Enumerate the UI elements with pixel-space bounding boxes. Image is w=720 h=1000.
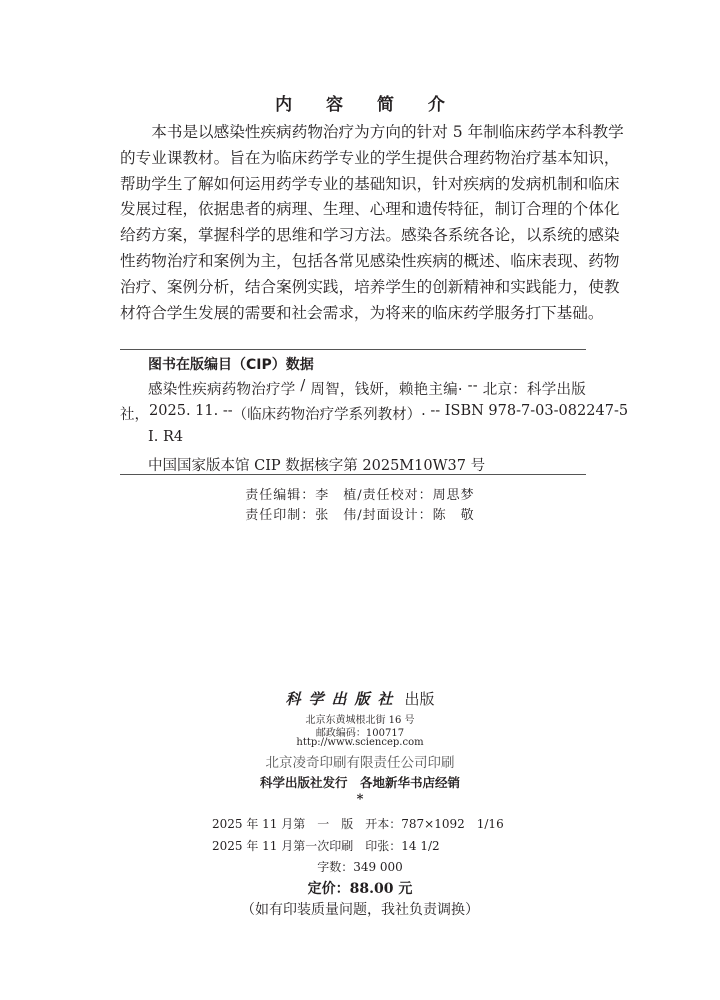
printer-info: 北京凌奇印刷有限责任公司印刷 (265, 755, 455, 771)
intro-paragraph (120, 120, 624, 326)
staff-credits-line2: 责任印制：张 伟/封面设计：陈 敬 (245, 508, 475, 523)
intro-line: 的 专 业 课 教 材 。 旨 在 为 临 床 药 学 专 业 的 学 生 提 供 合 理 药 物 治 疗 基 本 知 识 ， (120, 148, 620, 167)
cip-bottom-rule (120, 474, 586, 475)
publisher-website: http://www.sciencep.com (296, 737, 424, 748)
intro-line: 发 展 过 程 ， 依 据 患 者 的 病 理 、 生 理 、 心 理 和 遗 传 特 征 ， 制 订 合 理 的 个 体 化 (120, 200, 620, 219)
printing-info: 2025 年 11 月第一次印刷 印张：14 1/2 (212, 839, 440, 853)
intro-line: 帮 助 学 生 了 解 如 何 运 用 药 学 专 业 的 基 础 知 识 ， 针 对 疾 病 的 发 病 机 制 和 临 床 (120, 174, 620, 193)
intro-line: 治 疗 、 案 例 分 析 ， 结 合 案 例 实 践 ， 培 养 学 生 的 创 新 精 神 和 实 践 能 力 ， 使 教 (120, 277, 620, 296)
separator-asterisk: * (356, 792, 364, 807)
publisher-logo: 科学出版社 (285, 690, 401, 708)
word-count: 字数：349 000 (317, 860, 403, 874)
intro-line: 本 书 是 以 感 染 性 疾 病 药 物 治 疗 为 方 向 的 针 对 5 年 制 临 床 药 学 本 科 教 学 (151, 123, 624, 141)
cip-entry-line2: 社 ， 2 0 2 5 . 1 1 . - - （ 临 床 药 物 治 疗 学 系 列 教 材 ） . - - I S B N 9 7 8 - 7 - 0 3 - 0 8 2 2 4 7 - 5 (120, 403, 629, 423)
cip-classification: Ⅰ. R4 (148, 429, 184, 445)
cip-top-rule (120, 349, 586, 350)
intro-line: 性 药 物 治 疗 和 案 例 为 主 ， 包 括 各 常 见 感 染 性 疾 病 的 概 述 、 临 床 表 现 、 药 物 (120, 251, 620, 270)
cip-heading: 图书在版编目（CIP）数据 (148, 357, 314, 373)
page-title: 内 容 简 介 (275, 95, 459, 115)
cip-entry-line1: 感 染 性 疾 病 药 物 治 疗 学 / 周 智 ， 钱 妍 ， 赖 艳 主 编 . - - 北 京 ： 科 学 出 版 (148, 378, 586, 398)
publisher-suffix: 出版 (404, 690, 435, 708)
publisher-heading (0, 688, 720, 709)
intro-line: 材符合学生发展的需要和社会需求，为将来的临床药学服务打下基础。 (120, 303, 604, 322)
publisher-postcode: 邮政编码：100717 (315, 728, 405, 739)
distribution-info: 科学出版社发行 各地新华书店经销 (259, 775, 460, 790)
publisher-address: 北京东黄城根北街 16 号 (305, 715, 415, 726)
cip-approval-number: 中国国家版本馆 CIP 数据核字第 2025M10W37 号 (148, 458, 486, 474)
price: 定价：88.00 元 (307, 881, 413, 897)
quality-notice: （如有印装质量问题，我社负责调换） (241, 902, 479, 918)
intro-line: 给 药 方 案 ， 掌 握 科 学 的 思 维 和 学 习 方 法 。 感 染 各 系 统 各 论 ， 以 系 统 的 感 染 (120, 226, 620, 245)
staff-credits-line1: 责任编辑：李 植/责任校对：周思梦 (245, 488, 475, 503)
edition-info: 2025 年 11 月第 一 版 开本：787×1092 1/16 (212, 817, 504, 831)
